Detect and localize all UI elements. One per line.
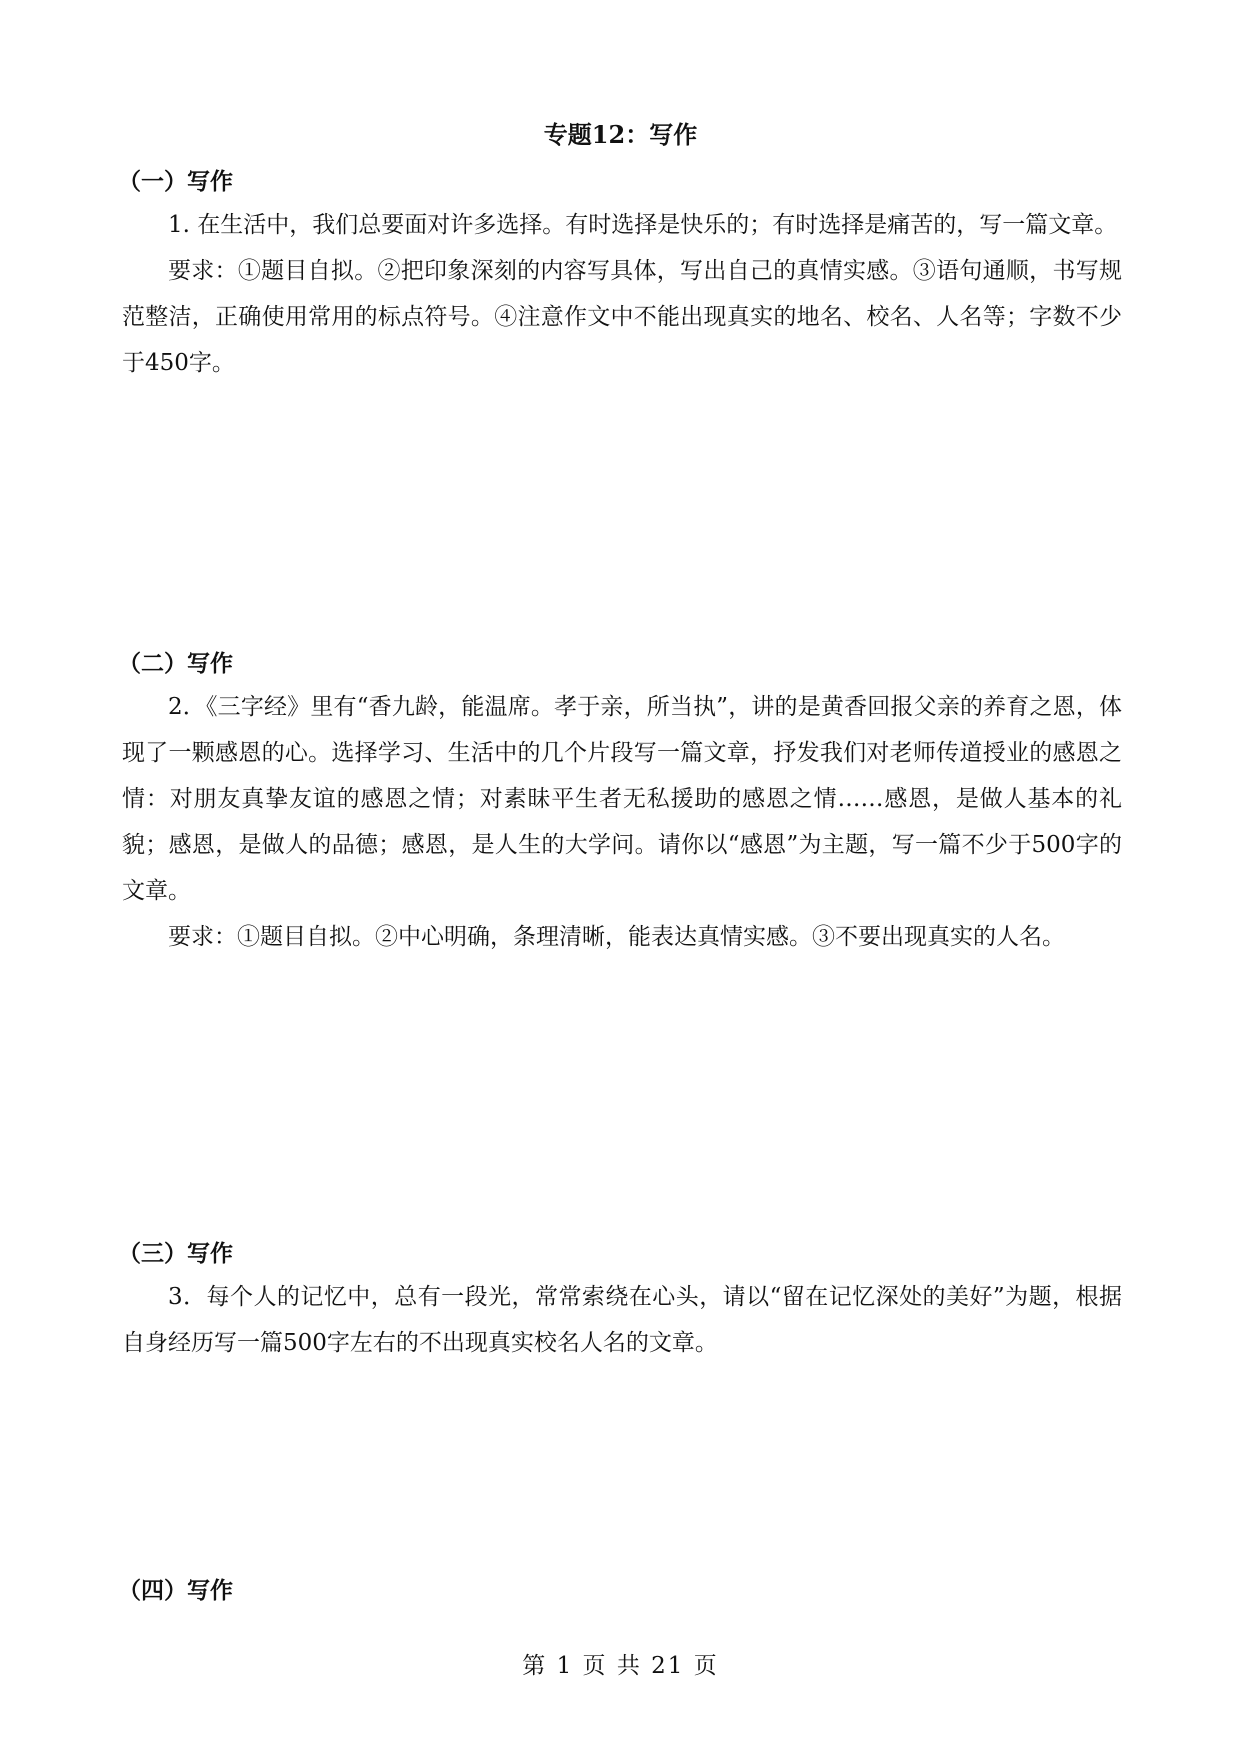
question-prompt: 3．每个人的记忆中，总有一段光，常常索绕在心头，请以“留在记忆深处的美好”为题，根据自身经历写一篇500字左右的不出现真实校名人名的文章。	[122, 1284, 1122, 1356]
document-title: 专题12：写作	[543, 120, 698, 149]
question-requirements: 要求：①题目自拟。②把印象深刻的内容写具体，写出自己的真情实感。③语句通顺，书写规范整洁，正确使用常用的标点符号。④注意作文中不能出现真实的地名、校名、人名等；字数不少于450字。	[122, 258, 1122, 376]
section-heading: （二）写作	[118, 650, 233, 677]
section-heading: （四）写作	[118, 1577, 233, 1604]
page-number: 第 1 页 共 21 页	[522, 1653, 719, 1679]
section-4	[118, 1575, 1122, 1611]
section-heading: （一）写作	[118, 168, 233, 195]
section-2	[118, 648, 1122, 960]
question-requirements: 要求：①题目自拟。②中心明确，条理清晰，能表达真情实感。③不要出现真实的人名。	[168, 924, 1065, 950]
section-heading: （三）写作	[118, 1240, 233, 1267]
question-prompt: 2．《三字经》里有“香九龄，能温席。孝于亲，所当执”，讲的是黄香回报父亲的养育之恩，体现了一颗感恩的心。选择学习、生活中的几个片段写一篇文章，抒发我们对老师传道授业的感恩之情：对朋友真挚友谊的感恩之情；对素昧平生者无私援助的感恩之情……感恩，是做人基本的礼貌；感恩，是做人的品德；感恩，是人生的大学问。请你以“感恩”为主题，写一篇不少于500字的文章。	[122, 694, 1122, 904]
section-1	[118, 166, 1122, 386]
question-prompt: 1. 在生活中，我们总要面对许多选择。有时选择是快乐的；有时选择是痛苦的，写一篇文章。	[168, 212, 1118, 238]
section-3	[118, 1238, 1122, 1366]
